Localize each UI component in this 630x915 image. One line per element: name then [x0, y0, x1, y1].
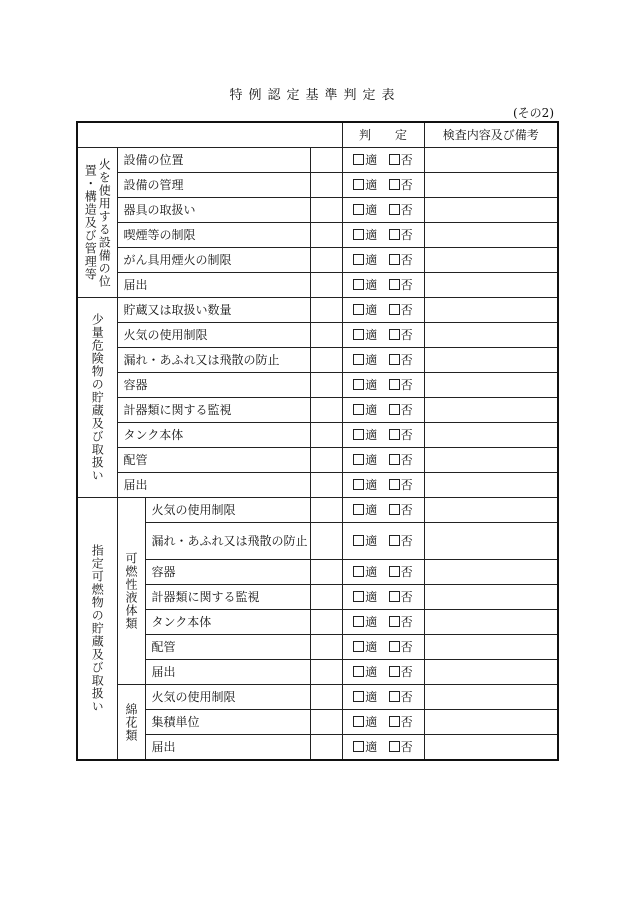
ok-label: 適 [365, 278, 378, 292]
ng-label: 否 [400, 378, 413, 392]
ok-checkbox[interactable] [353, 353, 377, 367]
ng-label: 否 [400, 253, 413, 267]
ng-label: 否 [400, 478, 413, 492]
subcategory-flammable-liquids: 可燃性液体類 [117, 498, 145, 685]
ok-checkbox[interactable] [353, 278, 377, 292]
judgment-cell [342, 323, 424, 348]
item-label: 容器 [145, 560, 310, 585]
notes-cell [424, 248, 558, 273]
ok-checkbox[interactable] [353, 378, 377, 392]
ok-checkbox[interactable] [353, 740, 377, 754]
ng-checkbox[interactable] [389, 253, 413, 267]
blank-cell [310, 735, 342, 761]
ng-checkbox[interactable] [389, 615, 413, 629]
ng-label: 否 [400, 565, 413, 579]
ok-checkbox[interactable] [353, 565, 377, 579]
notes-cell [424, 735, 558, 761]
ng-checkbox[interactable] [389, 534, 413, 548]
ng-checkbox[interactable] [389, 590, 413, 604]
ng-label: 否 [400, 178, 413, 192]
blank-cell [310, 473, 342, 498]
judgment-cell [342, 348, 424, 373]
ok-label: 適 [365, 503, 378, 517]
notes-cell [424, 148, 558, 173]
judgment-cell [342, 585, 424, 610]
table-row [77, 398, 558, 423]
ok-label: 適 [365, 303, 378, 317]
subcategory-cotton: 綿花類 [117, 685, 145, 761]
ok-label: 適 [365, 534, 378, 548]
blank-cell [310, 523, 342, 560]
table-row [77, 198, 558, 223]
ok-checkbox[interactable] [353, 615, 377, 629]
judgment-cell [342, 635, 424, 660]
table-row [77, 585, 558, 610]
ok-checkbox[interactable] [353, 665, 377, 679]
ok-checkbox[interactable] [353, 453, 377, 467]
judgment-cell [342, 248, 424, 273]
ng-checkbox[interactable] [389, 153, 413, 167]
ng-label: 否 [400, 228, 413, 242]
ng-label: 否 [400, 640, 413, 654]
ok-checkbox[interactable] [353, 153, 377, 167]
ng-checkbox[interactable] [389, 328, 413, 342]
table-row [77, 273, 558, 298]
ng-checkbox[interactable] [389, 503, 413, 517]
blank-cell [310, 148, 342, 173]
ng-label: 否 [400, 428, 413, 442]
ng-checkbox[interactable] [389, 403, 413, 417]
notes-cell [424, 273, 558, 298]
ng-checkbox[interactable] [389, 453, 413, 467]
ok-label: 適 [365, 565, 378, 579]
ok-label: 適 [365, 403, 378, 417]
blank-cell [310, 373, 342, 398]
blank-cell [310, 498, 342, 523]
ng-label: 否 [400, 615, 413, 629]
table-row [77, 685, 558, 710]
judgment-cell [342, 173, 424, 198]
judgment-cell [342, 498, 424, 523]
judgment-cell [342, 685, 424, 710]
blank-cell [310, 273, 342, 298]
judgment-table [76, 121, 559, 761]
ok-checkbox[interactable] [353, 590, 377, 604]
category-fire-equipment: 火を使用する設備の位置・構造及び管理等 [77, 148, 117, 298]
ok-checkbox[interactable] [353, 715, 377, 729]
ng-label: 否 [400, 453, 413, 467]
ok-checkbox[interactable] [353, 203, 377, 217]
judgment-cell [342, 373, 424, 398]
blank-cell [310, 223, 342, 248]
blank-cell [310, 248, 342, 273]
ok-label: 適 [365, 740, 378, 754]
table-row [77, 635, 558, 660]
table-row [77, 373, 558, 398]
ng-checkbox[interactable] [389, 303, 413, 317]
blank-cell [310, 398, 342, 423]
item-label: 設備の位置 [117, 148, 310, 173]
judgment-cell [342, 473, 424, 498]
blank-cell [310, 560, 342, 585]
ok-label: 適 [365, 353, 378, 367]
item-label: 届出 [117, 473, 310, 498]
ng-label: 否 [400, 278, 413, 292]
table-row [77, 173, 558, 198]
ng-checkbox[interactable] [389, 478, 413, 492]
judgment-cell [342, 273, 424, 298]
ok-checkbox[interactable] [353, 503, 377, 517]
ng-checkbox[interactable] [389, 228, 413, 242]
item-label: 届出 [145, 735, 310, 761]
ng-checkbox[interactable] [389, 428, 413, 442]
ok-label: 適 [365, 178, 378, 192]
ok-checkbox[interactable] [353, 228, 377, 242]
ng-label: 否 [400, 303, 413, 317]
notes-cell [424, 298, 558, 323]
ng-checkbox[interactable] [389, 640, 413, 654]
page-title: 特例認定基準判定表 [229, 88, 401, 103]
item-label: 届出 [117, 273, 310, 298]
table-row [77, 498, 558, 523]
notes-cell [424, 660, 558, 685]
table-row [77, 610, 558, 635]
judgment-cell [342, 660, 424, 685]
table-row [77, 148, 558, 173]
ok-label: 適 [365, 428, 378, 442]
table-header-row [77, 122, 558, 148]
table-row [77, 473, 558, 498]
ok-label: 適 [365, 203, 378, 217]
notes-cell [424, 523, 558, 560]
table-row [77, 323, 558, 348]
item-label: 計器類に関する監視 [117, 398, 310, 423]
judgment-cell [342, 298, 424, 323]
ng-checkbox[interactable] [389, 565, 413, 579]
ng-checkbox[interactable] [389, 715, 413, 729]
item-label: 火気の使用制限 [145, 685, 310, 710]
ok-checkbox[interactable] [353, 253, 377, 267]
ng-label: 否 [400, 503, 413, 517]
ng-checkbox[interactable] [389, 740, 413, 754]
item-label: 配管 [145, 635, 310, 660]
table-row [77, 560, 558, 585]
ng-checkbox[interactable] [389, 203, 413, 217]
ng-label: 否 [400, 740, 413, 754]
blank-cell [310, 448, 342, 473]
ng-label: 否 [400, 403, 413, 417]
notes-cell [424, 498, 558, 523]
table-row [77, 298, 558, 323]
table-row [77, 248, 558, 273]
judgment-cell [342, 223, 424, 248]
blank-cell [310, 198, 342, 223]
table-row [77, 660, 558, 685]
ng-label: 否 [400, 353, 413, 367]
notes-cell [424, 448, 558, 473]
judgment-cell [342, 148, 424, 173]
ok-label: 適 [365, 478, 378, 492]
item-label: 器具の取扱い [117, 198, 310, 223]
notes-cell [424, 398, 558, 423]
ok-checkbox[interactable] [353, 640, 377, 654]
judgment-cell [342, 423, 424, 448]
ng-checkbox[interactable] [389, 378, 413, 392]
ok-checkbox[interactable] [353, 478, 377, 492]
notes-cell [424, 348, 558, 373]
table-row [77, 223, 558, 248]
table-row [77, 448, 558, 473]
ng-checkbox[interactable] [389, 665, 413, 679]
ok-label: 適 [365, 590, 378, 604]
notes-cell [424, 635, 558, 660]
notes-cell [424, 585, 558, 610]
ng-label: 否 [400, 328, 413, 342]
table-row [77, 523, 558, 560]
item-label: 貯蔵又は取扱い数量 [117, 298, 310, 323]
notes-cell [424, 323, 558, 348]
item-label: がん具用煙火の制限 [117, 248, 310, 273]
judgment-cell [342, 523, 424, 560]
ok-checkbox[interactable] [353, 403, 377, 417]
judgment-cell [342, 448, 424, 473]
blank-cell [310, 685, 342, 710]
blank-cell [310, 348, 342, 373]
ok-checkbox[interactable] [353, 690, 377, 704]
blank-cell [310, 173, 342, 198]
ok-label: 適 [365, 715, 378, 729]
item-label: 設備の管理 [117, 173, 310, 198]
blank-cell [310, 635, 342, 660]
ok-checkbox[interactable] [353, 303, 377, 317]
blank-cell [310, 298, 342, 323]
ok-checkbox[interactable] [353, 428, 377, 442]
header-blank-cell [77, 122, 342, 148]
ng-label: 否 [400, 690, 413, 704]
notes-cell [424, 710, 558, 735]
table-row [77, 423, 558, 448]
ng-checkbox[interactable] [389, 278, 413, 292]
notes-header: 検査内容及び備考 [424, 122, 558, 148]
ng-label: 否 [400, 590, 413, 604]
ok-label: 適 [365, 690, 378, 704]
ng-label: 否 [400, 715, 413, 729]
notes-cell [424, 560, 558, 585]
notes-cell [424, 223, 558, 248]
ng-label: 否 [400, 534, 413, 548]
notes-cell [424, 423, 558, 448]
notes-cell [424, 373, 558, 398]
category-small-hazmat: 少量危険物の貯蔵及び取扱い [77, 298, 117, 498]
judgment-header: 判 定 [342, 122, 424, 148]
ng-label: 否 [400, 153, 413, 167]
item-label: 届出 [145, 660, 310, 685]
table-row [77, 735, 558, 761]
item-label: 計器類に関する監視 [145, 585, 310, 610]
table-row [77, 710, 558, 735]
item-label: 配管 [117, 448, 310, 473]
ok-label: 適 [365, 228, 378, 242]
item-label: タンク本体 [117, 423, 310, 448]
ok-checkbox[interactable] [353, 178, 377, 192]
item-label: 火気の使用制限 [145, 498, 310, 523]
blank-cell [310, 610, 342, 635]
table-row [77, 348, 558, 373]
ok-label: 適 [365, 328, 378, 342]
ok-label: 適 [365, 378, 378, 392]
form-sub-number: (その2) [513, 106, 554, 120]
judgment-cell [342, 560, 424, 585]
ok-checkbox[interactable] [353, 534, 377, 548]
notes-cell [424, 610, 558, 635]
item-label: 集積単位 [145, 710, 310, 735]
ng-label: 否 [400, 665, 413, 679]
notes-cell [424, 198, 558, 223]
ok-checkbox[interactable] [353, 328, 377, 342]
ok-label: 適 [365, 615, 378, 629]
ok-label: 適 [365, 453, 378, 467]
ok-label: 適 [365, 153, 378, 167]
ng-checkbox[interactable] [389, 353, 413, 367]
judgment-cell [342, 198, 424, 223]
ng-checkbox[interactable] [389, 178, 413, 192]
judgment-cell [342, 710, 424, 735]
judgment-cell [342, 398, 424, 423]
blank-cell [310, 323, 342, 348]
ng-checkbox[interactable] [389, 690, 413, 704]
blank-cell [310, 710, 342, 735]
ok-label: 適 [365, 665, 378, 679]
item-label: 喫煙等の制限 [117, 223, 310, 248]
category-designated-combustibles: 指定可燃物の貯蔵及び取扱い [77, 498, 117, 761]
item-label: 容器 [117, 373, 310, 398]
ok-label: 適 [365, 640, 378, 654]
item-label: 火気の使用制限 [117, 323, 310, 348]
judgment-cell [342, 610, 424, 635]
ng-label: 否 [400, 203, 413, 217]
ok-label: 適 [365, 253, 378, 267]
item-label: タンク本体 [145, 610, 310, 635]
item-label: 漏れ・あふれ又は飛散の防止 [117, 348, 310, 373]
notes-cell [424, 473, 558, 498]
blank-cell [310, 660, 342, 685]
notes-cell [424, 685, 558, 710]
notes-cell [424, 173, 558, 198]
judgment-cell [342, 735, 424, 761]
item-label: 漏れ・あふれ又は飛散の防止 [145, 523, 310, 560]
blank-cell [310, 585, 342, 610]
blank-cell [310, 423, 342, 448]
